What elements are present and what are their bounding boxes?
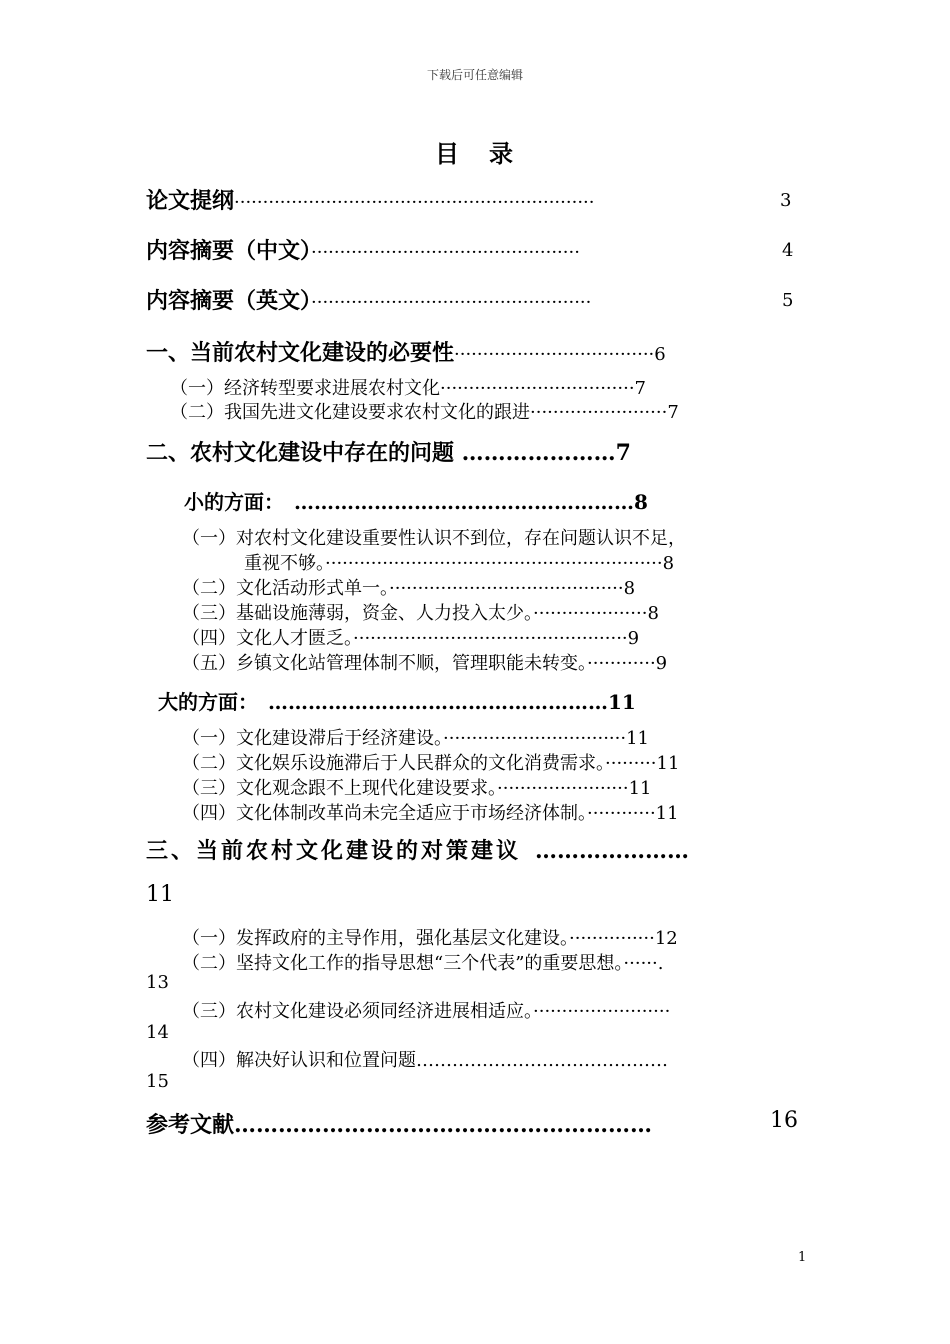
toc-thesis-outline[interactable]: [146, 184, 594, 215]
toc-label: 二、农村文化建设中存在的问题: [146, 440, 455, 466]
toc-page-number: 14: [146, 1022, 169, 1043]
title-char-2: 录: [489, 139, 515, 168]
toc-item[interactable]: （四）文化体制改革尚未完全适应于市场经济体制。············11: [182, 803, 679, 824]
toc-label: 三、当前农村文化建设的对策建议: [146, 838, 522, 864]
page-number-footer: 1: [798, 1250, 807, 1265]
toc-page-number: 3: [780, 190, 792, 211]
toc-page-number: 6: [654, 344, 666, 365]
toc-item[interactable]: （一）经济转型要求进展农村文化··································7: [170, 378, 646, 399]
toc-item[interactable]: （一）文化建设滞后于经济建设。································11: [182, 728, 649, 749]
toc-item[interactable]: （二）我国先进文化建设要求农村文化的跟进························7: [170, 402, 679, 423]
toc-big-aspects[interactable]: 大的方面： ……………………………………………11: [158, 690, 636, 714]
toc-item[interactable]: （五）乡镇文化站管理体制不顺，管理职能未转变。············9: [182, 653, 668, 674]
toc-item[interactable]: （三）文化观念跟不上现代化建设要求。·······················11: [182, 778, 652, 799]
toc-page-number: 4: [782, 240, 794, 261]
toc-page-number: 11: [146, 882, 174, 907]
toc-item[interactable]: （二）文化娱乐设施滞后于人民群众的文化消费需求。·········11: [182, 753, 680, 774]
leader-dots: ···································: [454, 344, 655, 365]
leader-dots: ···············································: [311, 242, 580, 263]
toc-abstract-cn[interactable]: [146, 234, 580, 265]
toc-label: 一、当前农村文化建设的必要性: [146, 340, 455, 366]
toc-label: 参考文献: [146, 1112, 235, 1138]
leader-dots: ·······························································: [234, 192, 595, 213]
toc-page-number: 16: [770, 1108, 798, 1133]
toc-title: [0, 134, 950, 169]
toc-label: 内容摘要（中文）: [146, 238, 312, 264]
leader-dots: …………………………………………………: [234, 1112, 653, 1138]
leader-dots: ·················································: [311, 292, 592, 313]
toc-item[interactable]: 重视不够。···························································8: [244, 553, 675, 574]
toc-item[interactable]: （三）基础设施薄弱，资金、人力投入太少。····················8: [182, 603, 659, 624]
toc-section-3[interactable]: [146, 834, 689, 865]
toc-section-1[interactable]: [146, 336, 666, 367]
leader-dots: …………………: [535, 838, 690, 864]
toc-item[interactable]: （二）文化活动形式单一。·········································8: [182, 578, 636, 599]
toc-item[interactable]: （四）文化人才匮乏。················································9: [182, 628, 640, 649]
toc-item[interactable]: （四）解决好认识和位置问题……………………………………: [182, 1050, 668, 1071]
toc-page-number: 5: [782, 290, 794, 311]
toc-label: 内容摘要（英文）: [146, 288, 312, 314]
leader-dots: …………………7: [454, 440, 631, 466]
toc-item[interactable]: （二）坚持文化工作的指导思想“三个代表”的重要思想。······.: [182, 953, 664, 974]
toc-item[interactable]: （三）农村文化建设必须同经济进展相适应。························: [182, 1001, 671, 1022]
toc-page-number: 15: [146, 1071, 169, 1092]
title-char-1: 目: [435, 139, 461, 168]
toc-section-2[interactable]: [146, 436, 631, 467]
toc-item[interactable]: （一）发挥政府的主导作用，强化基层文化建设。···············12: [182, 928, 678, 949]
toc-item[interactable]: （一）对农村文化建设重要性认识不到位，存在问题认识不足，: [182, 528, 686, 549]
toc-abstract-en[interactable]: [146, 284, 591, 315]
toc-page-number: 13: [146, 972, 169, 993]
toc-references[interactable]: [146, 1108, 652, 1139]
toc-small-aspects[interactable]: 小的方面： ……………………………………………8: [184, 490, 648, 514]
toc-label: 论文提纲: [146, 188, 235, 214]
page-header: 下载后可任意编辑: [426, 68, 523, 82]
